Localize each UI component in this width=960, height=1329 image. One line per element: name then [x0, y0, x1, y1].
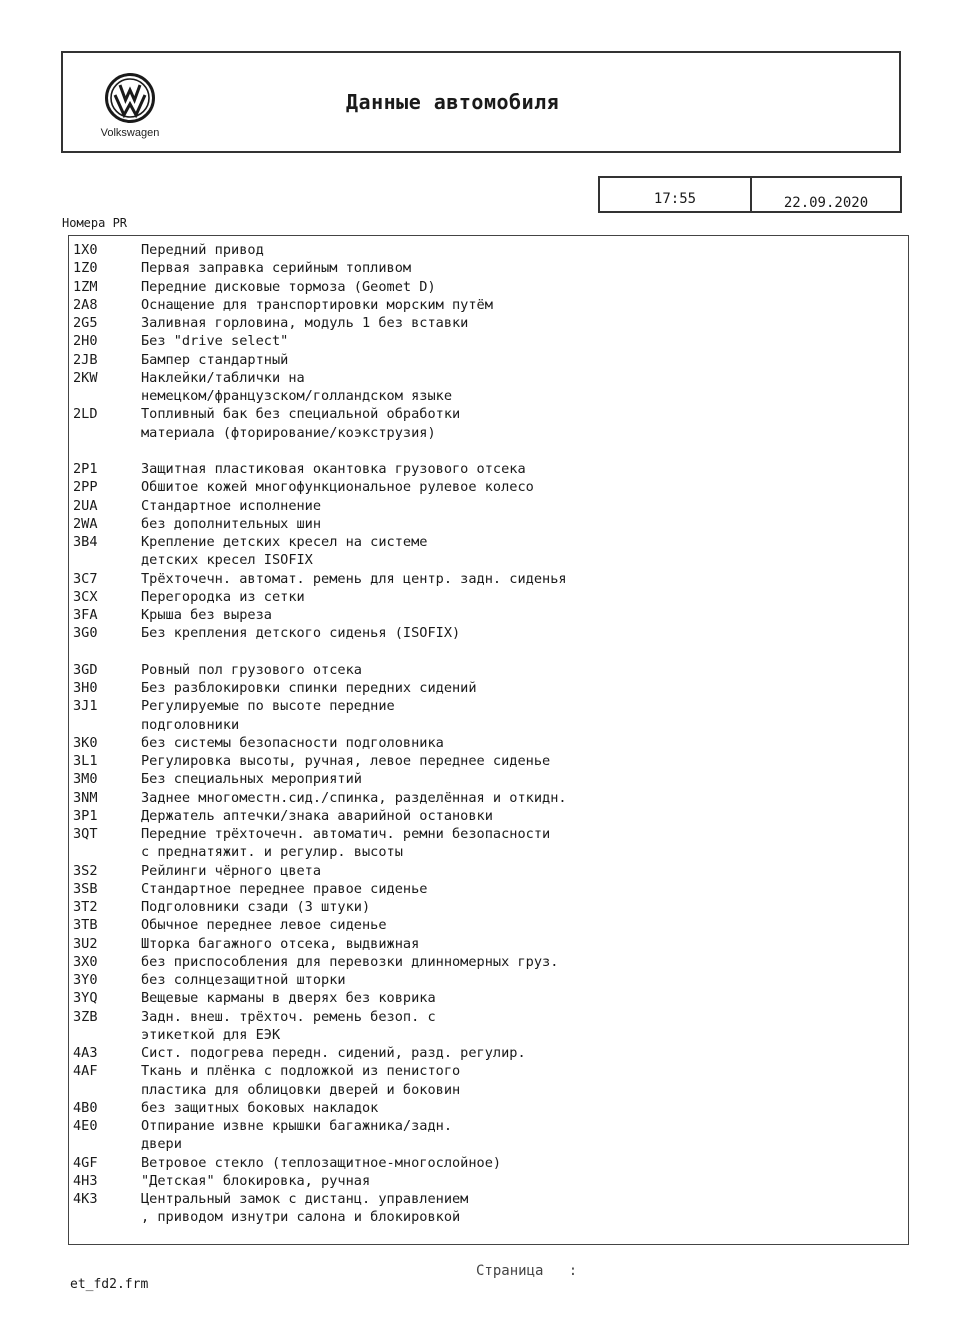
pr-numbers-table [68, 235, 909, 1245]
pr-description: Ткань и плёнка с подложкой из пенистого [141, 1063, 461, 1080]
pr-code: 4B0 [73, 1099, 98, 1116]
list-item [69, 296, 908, 314]
pr-code [69, 1026, 141, 1044]
pr-description: с преднатяжит. и регулир. высоты [141, 844, 403, 861]
list-spacer [69, 442, 908, 460]
list-item [69, 1172, 908, 1190]
list-item-continuation [69, 424, 908, 442]
pr-description: Задн. внеш. трёхточ. ремень безоп. с [141, 1008, 436, 1025]
list-item [69, 734, 908, 752]
pr-description: Держатель аптечки/знака аварийной остановки [141, 807, 493, 824]
pr-code: 4GF [73, 1154, 98, 1171]
list-item-continuation [69, 1081, 908, 1099]
pr-code: 2G5 [73, 315, 98, 331]
list-item [69, 916, 908, 934]
pr-description: Топливный бак без специальной обработки [141, 406, 461, 423]
list-item [69, 332, 908, 350]
pr-description: подголовники [141, 716, 240, 733]
list-item [69, 679, 908, 697]
list-item [69, 880, 908, 898]
list-item [69, 1044, 908, 1062]
pr-description: Рейлинги чёрного цвета [141, 862, 322, 879]
pr-code: 3FA [73, 607, 98, 623]
list-item [69, 624, 908, 642]
list-item [69, 405, 908, 423]
pr-code [69, 843, 141, 861]
pr-description: Регулируемые по высоте передние [141, 698, 395, 715]
pr-description: Крепление детских кресел на системе [141, 534, 428, 550]
pr-code: 3TB [73, 917, 98, 934]
list-item [69, 460, 908, 478]
pr-code: 4AF [73, 1063, 98, 1080]
document-header [61, 51, 901, 153]
pr-description: Центральный замок с дистанц. управлением [141, 1191, 469, 1207]
pr-description: Заднее многоместн.сид./спинка, разделённая и откидн. [141, 789, 567, 806]
list-item-continuation [69, 387, 908, 405]
pr-description: без дополнительных шин [141, 515, 322, 532]
list-item [69, 533, 908, 551]
pr-code: 3X0 [73, 953, 98, 970]
pr-description: Ветровое стекло (теплозащитное-многослойное) [141, 1154, 502, 1171]
pr-code: 3S2 [73, 862, 98, 879]
pr-description: материала (фторирование/коэкструзия) [141, 424, 436, 441]
pr-description: Подголовники сзади (3 штуки) [141, 899, 371, 915]
pr-code: 3P1 [73, 807, 98, 824]
pr-description: без приспособления для перевозки длинномерных груз. [141, 953, 559, 970]
pr-description: Первая заправка серийным топливом [141, 260, 412, 277]
pr-description: этикеткой для ЕЭК [141, 1026, 281, 1043]
pr-description: Обшитое кожей многофункциональное рулевое колесо [141, 479, 534, 496]
pr-description: Передние дисковые тормоза (Geomet D) [141, 278, 436, 295]
pr-description: Сист. подогрева передн. сидений, разд. регулир. [141, 1045, 526, 1061]
list-item-continuation [69, 1026, 908, 1044]
list-item [69, 515, 908, 533]
pr-description: Стандартное переднее правое сиденье [141, 880, 428, 897]
pr-description: двери [141, 1136, 182, 1153]
list-item [69, 898, 908, 916]
pr-code: 3GD [73, 661, 98, 678]
pr-description: Вещевые карманы в дверях без коврика [141, 990, 436, 1007]
pr-description: немецком/французском/голландском языке [141, 388, 452, 404]
list-item [69, 770, 908, 788]
list-item-continuation [69, 1135, 908, 1153]
list-item [69, 1008, 908, 1026]
pr-code: 2JB [73, 351, 98, 368]
list-spacer [69, 643, 908, 661]
pr-description: детских кресел ISOFIX [141, 552, 313, 569]
brand-name: Volkswagen [100, 127, 160, 139]
pr-code: 2A8 [73, 296, 98, 313]
pr-code: 4A3 [73, 1045, 98, 1061]
list-item [69, 789, 908, 807]
list-item [69, 971, 908, 989]
pr-description: без защитных боковых накладок [141, 1099, 379, 1116]
pr-code: 4H3 [73, 1172, 98, 1189]
pr-description: Без разблокировки спинки передних сидений [141, 680, 477, 696]
pr-code: 3YQ [73, 990, 98, 1007]
pr-code: 3H0 [73, 680, 98, 696]
pr-list [69, 241, 908, 1227]
pr-description: Бампер стандартный [141, 351, 289, 368]
pr-description: пластика для облицовки дверей и боковин [141, 1081, 461, 1098]
pr-code: 3T2 [73, 899, 98, 915]
list-item-continuation [69, 551, 908, 569]
list-item [69, 314, 908, 332]
pr-code: 3QT [73, 826, 98, 842]
pr-code: 3Y0 [73, 972, 98, 988]
list-item [69, 570, 908, 588]
list-item [69, 497, 908, 515]
pr-code: 1ZM [73, 278, 98, 295]
print-time: 17:55 [600, 178, 752, 211]
pr-code: 3J1 [73, 698, 98, 715]
list-item-continuation [69, 716, 908, 734]
pr-code [69, 716, 141, 734]
pr-description: Стандартное исполнение [141, 497, 322, 514]
pr-description: , приводом изнутри салона и блокировкой [141, 1209, 461, 1226]
list-item [69, 825, 908, 843]
pr-description: Без крепления детского сиденья (ISOFIX) [141, 625, 461, 642]
pr-code: 3L1 [73, 753, 98, 769]
list-item-continuation [69, 1208, 908, 1226]
pr-code: 3U2 [73, 935, 98, 952]
list-item [69, 1062, 908, 1080]
list-item [69, 241, 908, 259]
page-label: Страница : [476, 1263, 578, 1279]
pr-code: 4K3 [73, 1191, 98, 1207]
list-item [69, 606, 908, 624]
pr-code [69, 551, 141, 569]
pr-description: Без специальных мероприятий [141, 771, 362, 788]
pr-description: "Детская" блокировка, ручная [141, 1172, 371, 1189]
print-date: 22.09.2020 [783, 194, 869, 211]
pr-code: 3CX [73, 588, 98, 605]
pr-description: Оснащение для транспортировки морским путём [141, 296, 493, 313]
pr-code: 1X0 [73, 242, 98, 258]
pr-code [69, 424, 141, 442]
pr-description: Передний привод [141, 242, 264, 258]
list-item [69, 661, 908, 679]
pr-code [69, 1081, 141, 1099]
pr-code: 3SB [73, 880, 98, 897]
pr-description: Заливная горловина, модуль 1 без вставки [141, 315, 469, 331]
pr-code: 3B4 [73, 534, 98, 550]
pr-description: Регулировка высоты, ручная, левое переднее сиденье [141, 753, 551, 769]
pr-code: 2WA [73, 515, 98, 532]
pr-code [69, 1208, 141, 1226]
pr-code: 4E0 [73, 1118, 98, 1134]
pr-code: 2KW [73, 369, 98, 386]
list-item [69, 752, 908, 770]
list-item-continuation [69, 843, 908, 861]
page-title: Данные автомобиля [346, 90, 560, 114]
pr-code [69, 387, 141, 405]
pr-description: Перегородка из сетки [141, 588, 305, 605]
pr-description: Крыша без выреза [141, 607, 272, 623]
list-item [69, 1099, 908, 1117]
pr-description: Трёхточечн. автомат. ремень для центр. задн. сиденья [141, 570, 567, 587]
list-item [69, 989, 908, 1007]
list-item [69, 369, 908, 387]
pr-description: без солнцезащитной шторки [141, 972, 346, 988]
list-item [69, 278, 908, 296]
pr-code: 3G0 [73, 625, 98, 642]
section-label: Номера PR [62, 216, 128, 230]
list-item [69, 935, 908, 953]
pr-code: 3ZB [73, 1008, 98, 1025]
pr-description: Наклейки/таблички на [141, 369, 305, 386]
pr-code: 3C7 [73, 570, 98, 587]
pr-description: Защитная пластиковая окантовка грузового отсека [141, 461, 526, 477]
pr-code: 2UA [73, 497, 98, 514]
list-item [69, 1154, 908, 1172]
list-item [69, 807, 908, 825]
list-item [69, 259, 908, 277]
pr-description: без системы безопасности подголовника [141, 734, 444, 751]
pr-description: Отпирание извне крышки багажника/задн. [141, 1118, 452, 1134]
pr-description: Шторка багажного отсека, выдвижная [141, 935, 420, 952]
list-item [69, 953, 908, 971]
pr-code: 2P1 [73, 461, 98, 477]
pr-code [69, 1135, 141, 1153]
pr-code: 3NM [73, 789, 98, 806]
datetime-box [598, 176, 902, 213]
form-name: et_fd2.frm [70, 1277, 149, 1292]
list-item [69, 588, 908, 606]
pr-code: 2H0 [73, 333, 98, 350]
pr-code: 2LD [73, 406, 98, 423]
list-item [69, 1190, 908, 1208]
list-item [69, 1117, 908, 1135]
pr-description: Передние трёхточечн. автоматич. ремни безопасности [141, 826, 551, 842]
pr-code: 2PP [73, 479, 98, 496]
list-item [69, 697, 908, 715]
list-item [69, 862, 908, 880]
pr-description: Без "drive select" [141, 333, 289, 350]
pr-code: 1Z0 [73, 260, 98, 277]
list-item [69, 478, 908, 496]
pr-description: Ровный пол грузового отсека [141, 661, 362, 678]
pr-code: 3M0 [73, 771, 98, 788]
list-item [69, 351, 908, 369]
pr-description: Обычное переднее левое сиденье [141, 917, 387, 934]
pr-code: 3K0 [73, 734, 98, 751]
